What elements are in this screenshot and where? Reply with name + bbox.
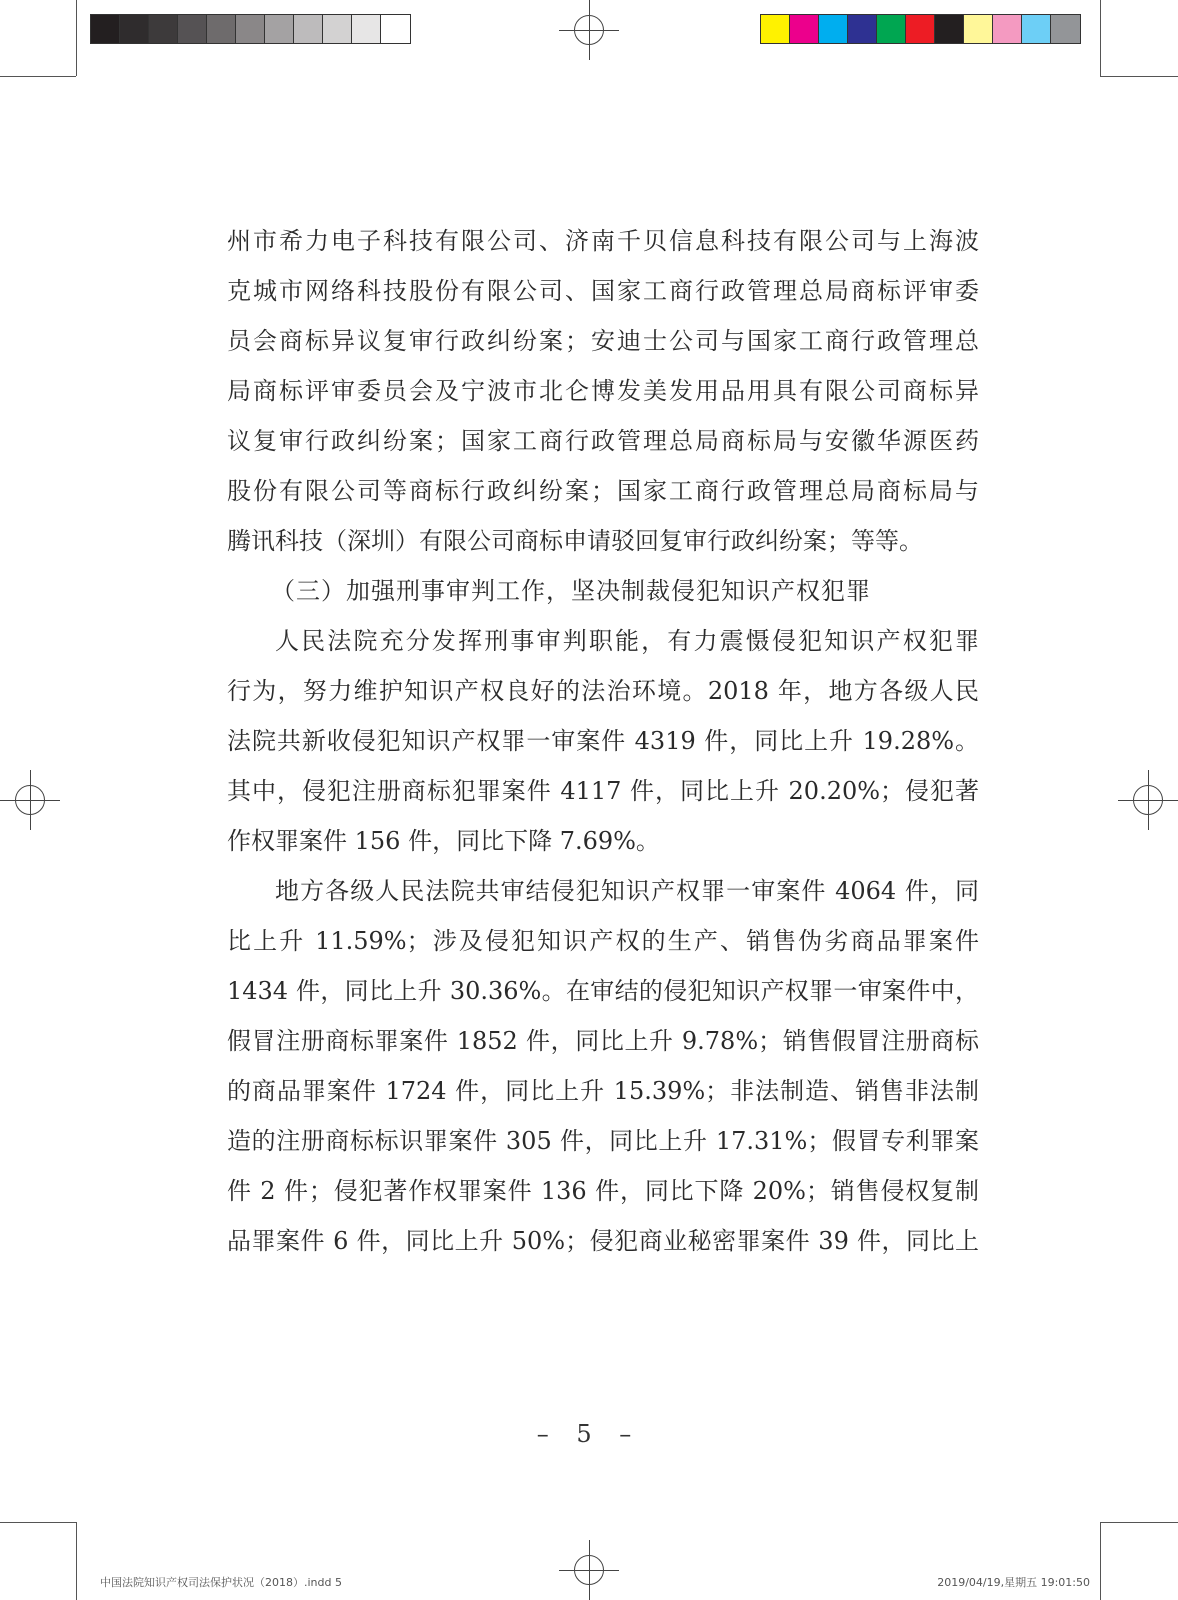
text-line: 克城市网络科技股份有限公司、国家工商行政管理总局商标评审委 [227,277,979,305]
color-swatch [381,15,410,43]
color-swatch [877,15,906,43]
text-line: 行为，努力维护知识产权良好的法治环境。2018 年，地方各级人民 [227,677,979,705]
registration-mark-left [0,770,60,830]
paragraph-cases-continued [227,216,979,566]
crop-mark [1100,1522,1178,1523]
color-swatch [236,15,265,43]
footer-file-name: 中国法院知识产权司法保护状况（2018）.indd 5 [100,1576,342,1589]
color-swatch [964,15,993,43]
text-line: 人民法院充分发挥刑事审判职能，有力震慑侵犯知识产权犯罪 [275,627,979,655]
color-swatch [352,15,381,43]
text-line: 件 2 件；侵犯著作权罪案件 136 件，同比下降 20%；销售侵权复制 [227,1177,979,1205]
document-body [227,216,979,1266]
grayscale-color-bar [90,14,411,44]
text-line: 法院共新收侵犯知识产权罪一审案件 4319 件，同比上升 19.28%。 [227,727,979,755]
text-line: 股份有限公司等商标行政纠纷案；国家工商行政管理总局商标局与 [227,477,979,505]
section-heading: （三）加强刑事审判工作，坚决制裁侵犯知识产权犯罪 [271,577,871,605]
color-swatch [323,15,352,43]
crop-mark [0,76,76,77]
crop-mark [1100,0,1101,76]
text-line: 地方各级人民法院共审结侵犯知识产权罪一审案件 4064 件，同 [275,877,979,905]
color-swatch [1022,15,1051,43]
color-swatch [178,15,207,43]
text-line: 造的注册商标标识罪案件 305 件，同比上升 17.31%；假冒专利罪案 [227,1127,979,1155]
color-swatch [207,15,236,43]
page-number: – 5 – [536,1420,642,1448]
color-swatch [149,15,178,43]
color-swatch [993,15,1022,43]
color-swatch [294,15,323,43]
text-line: 员会商标异议复审行政纠纷案；安迪士公司与国家工商行政管理总 [227,327,979,355]
process-color-bar [760,14,1081,44]
crop-mark [1100,76,1178,77]
text-line: 议复审行政纠纷案；国家工商行政管理总局商标局与安徽华源医药 [227,427,979,455]
crop-mark [76,1522,77,1600]
footer-timestamp: 2019/04/19,星期五 19:01:50 [937,1576,1090,1589]
paragraph-criminal-cases-received [227,616,979,866]
color-swatch [265,15,294,43]
text-line: 比上升 11.59%；涉及侵犯知识产权的生产、销售伪劣商品罪案件 [227,927,979,955]
text-line: 作权罪案件 156 件，同比下降 7.69%。 [227,827,660,855]
color-swatch [819,15,848,43]
registration-mark-top [559,0,619,60]
text-line: 腾讯科技（深圳）有限公司商标申请驳回复审行政纠纷案；等等。 [227,527,923,555]
crop-mark [1100,1522,1101,1600]
crop-mark [76,0,77,76]
color-swatch [906,15,935,43]
color-swatch [848,15,877,43]
registration-mark-right [1118,770,1178,830]
text-line: 品罪案件 6 件，同比上升 50%；侵犯商业秘密罪案件 39 件，同比上 [227,1227,979,1255]
registration-mark-bottom [559,1540,619,1600]
crop-mark [0,1522,76,1523]
text-line: 1434 件，同比上升 30.36%。在审结的侵犯知识产权罪一审案件中， [227,977,979,1005]
paragraph-criminal-cases-concluded [227,866,979,1266]
text-line: 其中，侵犯注册商标犯罪案件 4117 件，同比上升 20.20%；侵犯著 [227,777,979,805]
color-swatch [1051,15,1080,43]
text-line: 假冒注册商标罪案件 1852 件，同比上升 9.78%；销售假冒注册商标 [227,1027,979,1055]
color-swatch [91,15,120,43]
text-line: 的商品罪案件 1724 件，同比上升 15.39%；非法制造、销售非法制 [227,1077,979,1105]
color-swatch [935,15,964,43]
text-line: 局商标评审委员会及宁波市北仑博发美发用品用具有限公司商标异 [227,377,979,405]
color-swatch [761,15,790,43]
text-line: 州市希力电子科技有限公司、济南千贝信息科技有限公司与上海波 [227,227,979,255]
color-swatch [790,15,819,43]
color-swatch [120,15,149,43]
